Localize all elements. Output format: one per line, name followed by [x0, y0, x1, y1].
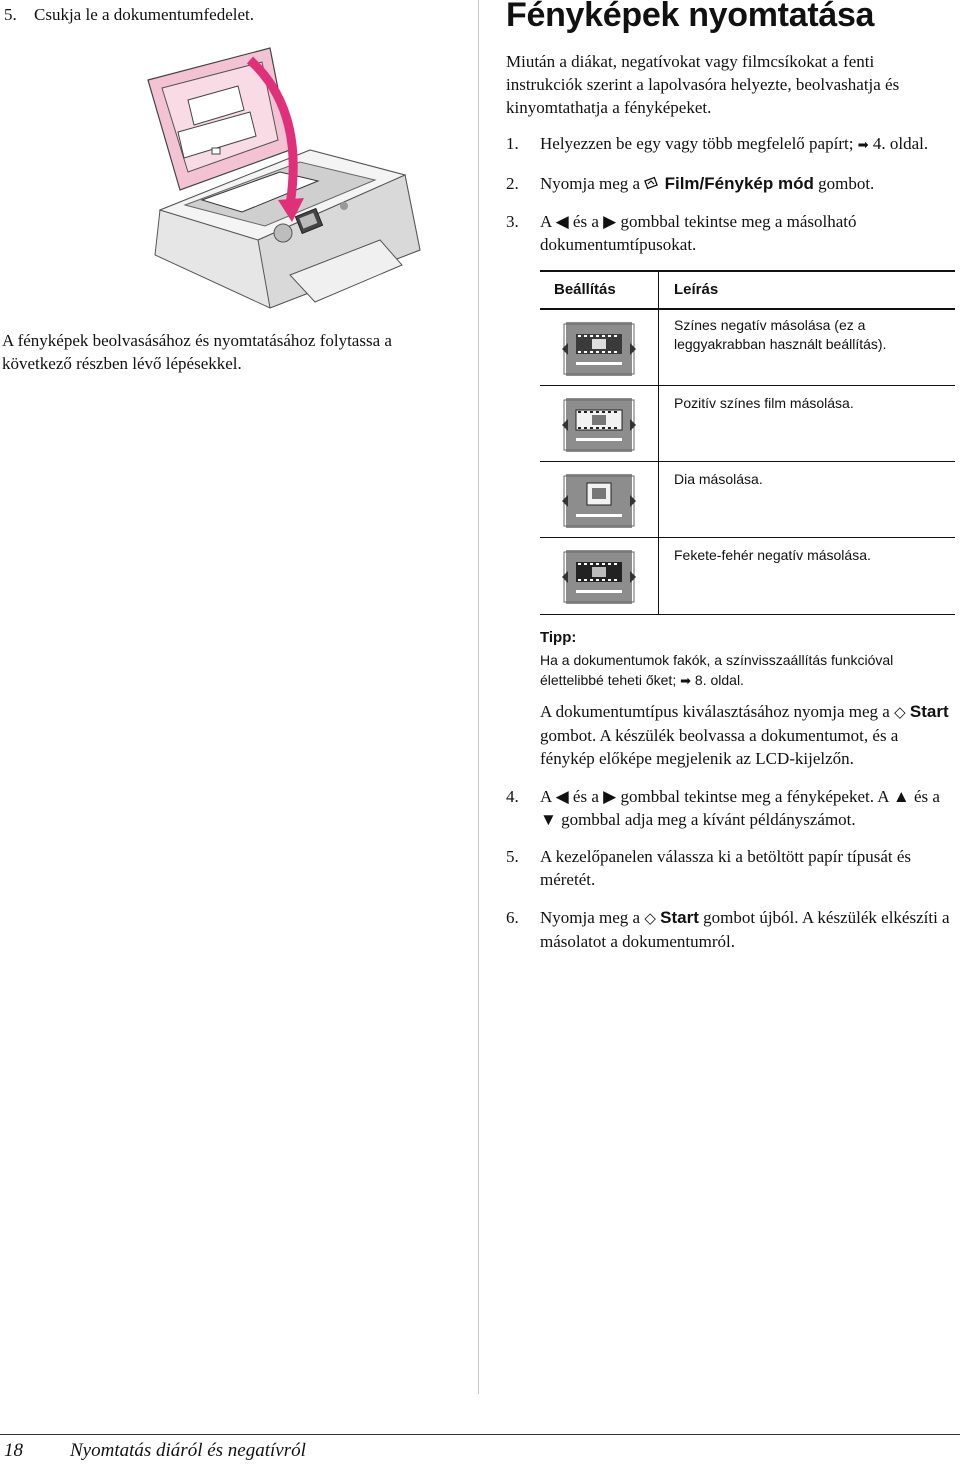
- table-cell-description: Pozitív színes film másolása.: [674, 395, 854, 411]
- step-text: gombbal tekintse meg a fényképeket. A: [616, 787, 893, 806]
- right-arrow-icon: ▶: [603, 212, 617, 231]
- color-negative-film-icon: [562, 322, 636, 376]
- step-text: gombbal adja meg a kívánt példányszámot.: [556, 810, 856, 829]
- up-arrow-icon: ▲: [892, 787, 910, 806]
- table-cell-description: Színes negatív másolása (ez a leggyakrabban használt beállítás).: [674, 317, 887, 352]
- film-photo-mode-icon: [644, 176, 660, 190]
- footer-rule: [0, 1434, 960, 1435]
- step-number: 3.: [506, 212, 519, 231]
- select-document-type-paragraph: [540, 700, 955, 770]
- step-number: 4.: [506, 787, 519, 806]
- step-number: 6.: [506, 908, 519, 927]
- section-title: Fényképek nyomtatása: [506, 0, 875, 34]
- step-text: A kezelőpanelen válassza ki a betöltött papír típusát és méretét.: [540, 847, 912, 889]
- page-reference-link[interactable]: 4. oldal.: [872, 134, 929, 153]
- step-number: 5.: [4, 5, 17, 24]
- start-button-name: Start: [660, 908, 699, 927]
- table-row-rule: [540, 461, 955, 462]
- step-text-end: gombot.: [813, 174, 875, 193]
- running-title: Nyomtatás diáról és negatívról: [70, 1440, 306, 1461]
- table-cell-description: Fekete-fehér negatív másolása.: [674, 547, 871, 563]
- start-button-name: Start: [909, 702, 949, 721]
- step-number: 5.: [506, 847, 519, 866]
- start-diamond-icon: ◇: [644, 909, 656, 927]
- bw-negative-film-icon: [562, 550, 636, 604]
- table-column-divider: [658, 272, 659, 614]
- step-text: Nyomja meg a: [540, 908, 645, 927]
- slide-icon: [562, 474, 636, 528]
- reference-arrow-icon: ➡: [680, 674, 692, 689]
- step-5: [4, 5, 254, 25]
- step-text: és a: [568, 212, 604, 231]
- step-text: A: [540, 212, 556, 231]
- reference-arrow-icon: ➡: [857, 138, 869, 153]
- printer-closing-lid-illustration: [140, 40, 440, 310]
- document-type-table: [540, 270, 955, 615]
- positive-color-film-icon: [562, 398, 636, 452]
- table-header-setting: Beállítás: [554, 281, 616, 298]
- step-text: és a: [909, 787, 940, 806]
- paragraph-text: gombot. A készülék beolvassa a dokumentumot, és a fénykép előképe megjelenik az LCD-kijelzőn.: [540, 726, 899, 768]
- table-header-description: Leírás: [674, 281, 719, 298]
- down-arrow-icon: ▼: [540, 810, 557, 829]
- step-text: és a: [568, 787, 604, 806]
- start-diamond-icon: ◇: [894, 703, 906, 721]
- column-divider: [478, 0, 479, 1394]
- step-text: gombbal tekintse meg a másolható dokumentumtípusokat.: [540, 212, 857, 254]
- step-number: 2.: [506, 174, 519, 193]
- tip-text: [540, 650, 950, 692]
- left-arrow-icon: ◀: [555, 212, 569, 231]
- step-text: gombot újból. A készülék elkészíti a másolatot a dokumentumról.: [540, 908, 950, 951]
- page-reference-link[interactable]: 8. oldal.: [694, 672, 744, 688]
- intro-paragraph: Miután a diákat, negatívokat vagy filmcsíkokat a fenti instrukciók szerint a lapolvasóra helyezte, beolvashatja és kinyomtathatja a fényképeket.: [506, 52, 900, 117]
- table-row-rule: [540, 537, 955, 538]
- tip-heading: Tipp:: [540, 629, 577, 646]
- step-text: Helyezzen be egy vagy több megfelelő papírt;: [540, 134, 858, 153]
- left-arrow-icon: ◀: [555, 787, 569, 806]
- right-arrow-icon: ▶: [603, 787, 617, 806]
- tip-body: Ha a dokumentumok fakók, a színvisszaállítás funkcióval élettelibbé teheti őket;: [540, 652, 894, 688]
- step-number: 1.: [506, 134, 519, 153]
- page-number: 18: [4, 1440, 23, 1461]
- continue-instruction: A fényképek beolvasásához és nyomtatásához folytassa a következő részben lévő lépésekkel.: [2, 331, 392, 373]
- film-photo-mode-button-name: Film/Fénykép mód: [664, 174, 814, 193]
- table-header-rule: [540, 308, 955, 310]
- step-text: A: [540, 787, 556, 806]
- table-row-rule: [540, 385, 955, 386]
- table-cell-description: Dia másolása.: [674, 471, 763, 487]
- step-text: Csukja le a dokumentumfedelet.: [34, 5, 254, 24]
- step-text: Nyomja meg a: [540, 174, 645, 193]
- paragraph-text: A dokumentumtípus kiválasztásához nyomja meg a: [540, 702, 895, 721]
